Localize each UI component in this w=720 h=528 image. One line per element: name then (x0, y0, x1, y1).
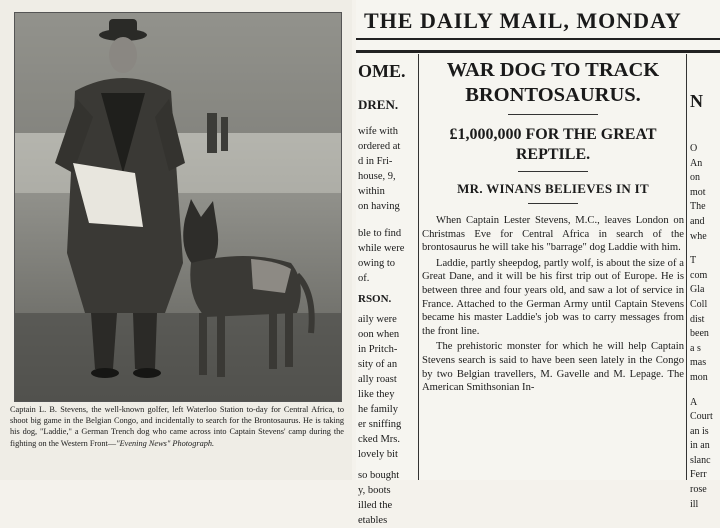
photograph-drawing (15, 13, 341, 401)
adjacent-column-right (690, 60, 720, 510)
left-line: on having (358, 201, 400, 212)
right-heading: N (690, 91, 703, 111)
column-rule-right (686, 54, 687, 480)
photo-caption (10, 404, 344, 449)
headline-rule (508, 114, 598, 115)
left-line: wife with (358, 126, 398, 137)
right-line: Coll (690, 298, 708, 310)
left-line: ally roast (358, 374, 397, 385)
article-war-dog (422, 56, 684, 397)
photograph-captain-and-dog (14, 12, 342, 402)
masthead-rule-top (356, 38, 720, 40)
left-line: owing to (358, 258, 396, 269)
right-line: Court (690, 411, 713, 423)
left-line: of. (358, 273, 370, 284)
subheading-rule (518, 171, 588, 172)
right-line: dist (690, 313, 705, 325)
newspaper-page (356, 0, 720, 526)
right-line: slanc (690, 454, 711, 466)
article-paragraph: Laddie, partly sheepdog, partly wolf, is about the size of a Great Dane, and it will be his first trip out of Europe. He is between three and four years old, and saw a lot of service in France. Attached to the German Army until Captain Stevens became his master Laddie's job was to carry messages from the front line. (422, 257, 684, 337)
left-line: y, boots (358, 485, 391, 496)
right-line: and (690, 215, 705, 227)
right-line: mot (690, 186, 706, 198)
right-line: com (690, 269, 708, 281)
left-line: within (358, 186, 385, 197)
right-line: whe (690, 230, 707, 242)
right-line: been (690, 328, 709, 340)
right-line: Gla (690, 284, 705, 296)
left-line: in Pritch- (358, 344, 398, 355)
article-body (422, 214, 684, 395)
column-rule-left (418, 54, 419, 480)
caption-credit: "Evening News" Photograph. (116, 438, 215, 448)
left-line: etables (358, 515, 388, 526)
adjacent-column-left (358, 60, 416, 526)
right-line: The (690, 201, 706, 213)
masthead-rule-bottom (356, 50, 720, 53)
article-headline: WAR DOG TO TRACK BRONTOSAURUS. (446, 59, 660, 106)
caption-text: Captain L. B. Stevens, the well-known golfer, left Waterloo Station to-day for Central Africa, to shoot big game in the Belgian Congo, and incidentally to search for the Brontosaurus. He is taking his dog, "Laddie," a German Trench dog who came across into Captain Stevens' camp during the fighting on the Western Front— (10, 405, 344, 448)
photo-clipping (0, 0, 352, 480)
left-line: ble to find (358, 228, 402, 239)
article-subheading-1: £1,000,000 FOR THE GREAT REPTILE. (449, 126, 657, 163)
left-line: aily were (358, 314, 397, 325)
left-heading-1: OME. (358, 61, 406, 81)
right-line: O (690, 143, 698, 154)
right-line: Ferr (690, 469, 707, 481)
right-line: An (690, 157, 703, 169)
left-line: oon when (358, 329, 400, 340)
left-line: sity of an (358, 359, 398, 370)
right-line: rose (690, 484, 707, 496)
right-line: A (690, 396, 698, 408)
right-line: mon (690, 371, 708, 383)
right-line: a s (690, 342, 701, 354)
left-heading-2: DREN. (358, 97, 399, 112)
left-line: illed the (358, 500, 393, 511)
left-heading-3: RSON. (358, 293, 392, 305)
left-line: so bought (358, 470, 400, 481)
right-line: T (690, 255, 697, 267)
right-line: ill (690, 498, 699, 510)
article-subheading-2: MR. WINANS BELIEVES IN IT (457, 181, 649, 196)
right-line: an is (690, 425, 709, 437)
left-line: er sniffing (358, 419, 402, 430)
left-line: cked Mrs. (358, 434, 400, 445)
right-line: mas (690, 357, 707, 369)
left-line: while were (358, 243, 405, 254)
right-line: on (690, 172, 700, 184)
article-paragraph: The prehistoric monster for which he will help Captain Stevens search is said to have been seen lately in the Congo by two Belgian travellers, M. Gavelle and M. Lepage. The American Smithsonian In- (422, 341, 684, 394)
left-line: house, 9, (358, 171, 396, 182)
body-rule (528, 203, 578, 204)
article-paragraph: When Captain Lester Stevens, M.C., leaves London on Christmas Eve for Central Africa in search of the brontosaurus he will take his "barrage" dog Laddie with him. (422, 215, 684, 254)
left-line: lovely bit (358, 449, 398, 460)
right-line: in an (690, 440, 710, 452)
left-line: ordered at (358, 141, 401, 152)
left-line: he family (358, 404, 398, 415)
left-line: d in Fri- (358, 156, 393, 167)
newspaper-masthead: THE DAILY MAIL, MONDAY (364, 8, 682, 33)
left-line: like they (358, 389, 395, 400)
